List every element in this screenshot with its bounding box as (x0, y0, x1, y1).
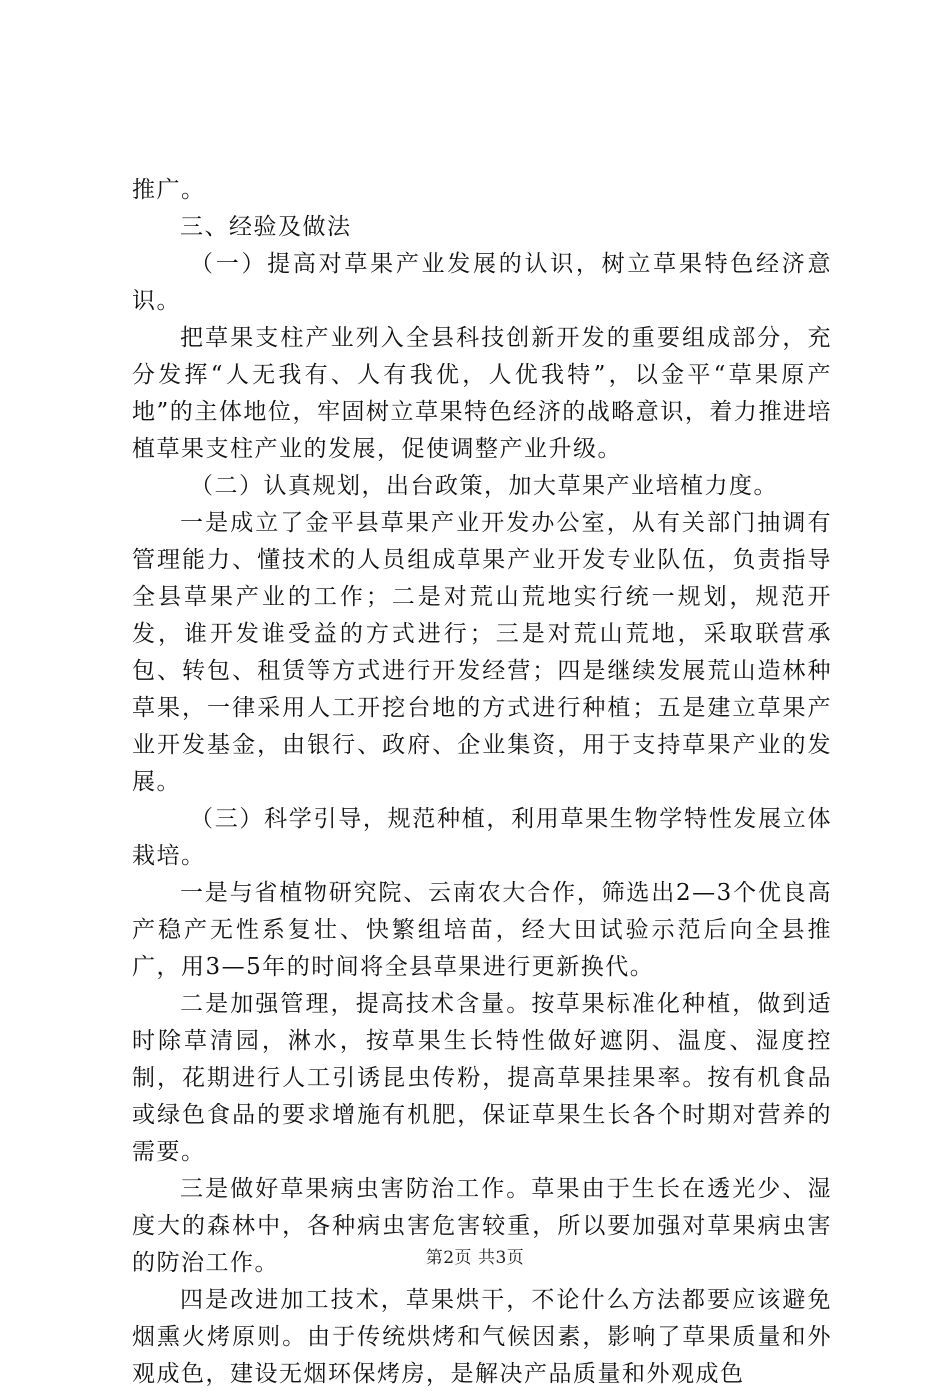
paragraph-3: 一是成立了金平县草果产业开发办公室，从有关部门抽调有管理能力、懂技术的人员组成草果产业开发专业队伍，负责指导全县草果产业的工作；二是对荒山荒地实行统一规划，规范开发，谁开发谁受益的方式进行；三是对荒山荒地，采取联营承包、转包、租赁等方式进行开发经营；四是继续发展荒山造林种草果，一律采用人工开挖台地的方式进行种植；五是建立草果产业开发基金，由银行、政府、企业集资，用于支持草果产业的发展。 (132, 510, 832, 795)
paragraph-7: 四是改进加工技术，草果烘干，不论什么方法都要应该避免烟熏火烤原则。由于传统烘烤和气候因素，影响了草果质量和外观成色，建设无烟环保烤房，是解决产品质量和外观成色 (132, 1287, 832, 1387)
paragraph-6: 三是做好草果病虫害防治工作。草果由于生长在透光少、湿度大的森林中，各种病虫害危害较重，所以要加强对草果病虫害的防治工作。 (132, 1176, 832, 1276)
paragraph-4: 一是与省植物研究院、云南农大合作，筛选出2—3个优良高产稳产无性系复壮、快繁组培苗，经大田试验示范后向全县推广，用3—5年的时间将全县草果进行更新换代。 (132, 880, 832, 980)
paragraph-2: 把草果支柱产业列入全县科技创新开发的重要组成部分，充分发挥“人无我有、人有我优，人优我特”，以金平“草果原产地”的主体地位，牢固树立草果特色经济的战略意识，着力推进培植草果支柱产业的发展，促使调整产业升级。 (132, 325, 832, 462)
paragraph-1: 推广。 (132, 177, 206, 203)
paragraph-5: 二是加强管理，提高技术含量。按草果标准化种植，做到适时除草清园，淋水，按草果生长特性做好遮阴、温度、湿度控制，花期进行人工引诱昆虫传粉，提高草果挂果率。按有机食品或绿色食品的要求增施有机肥，保证草果生长各个时期对营养的需要。 (132, 991, 832, 1165)
document-body (132, 172, 832, 1393)
page-number-label: 第2页 共3页 (425, 1248, 525, 1268)
section-heading-3: 三、经验及做法 (180, 214, 352, 240)
subheading-3: （三）科学引导，规范种植，利用草果生物学特性发展立体栽培。 (132, 806, 832, 869)
subheading-2: （二）认真规划，出台政策，加大草果产业培植力度。 (190, 473, 778, 499)
page-footer (0, 1243, 950, 1268)
subheading-1: （一）提高对草果产业发展的认识，树立草果特色经济意识。 (132, 251, 832, 314)
